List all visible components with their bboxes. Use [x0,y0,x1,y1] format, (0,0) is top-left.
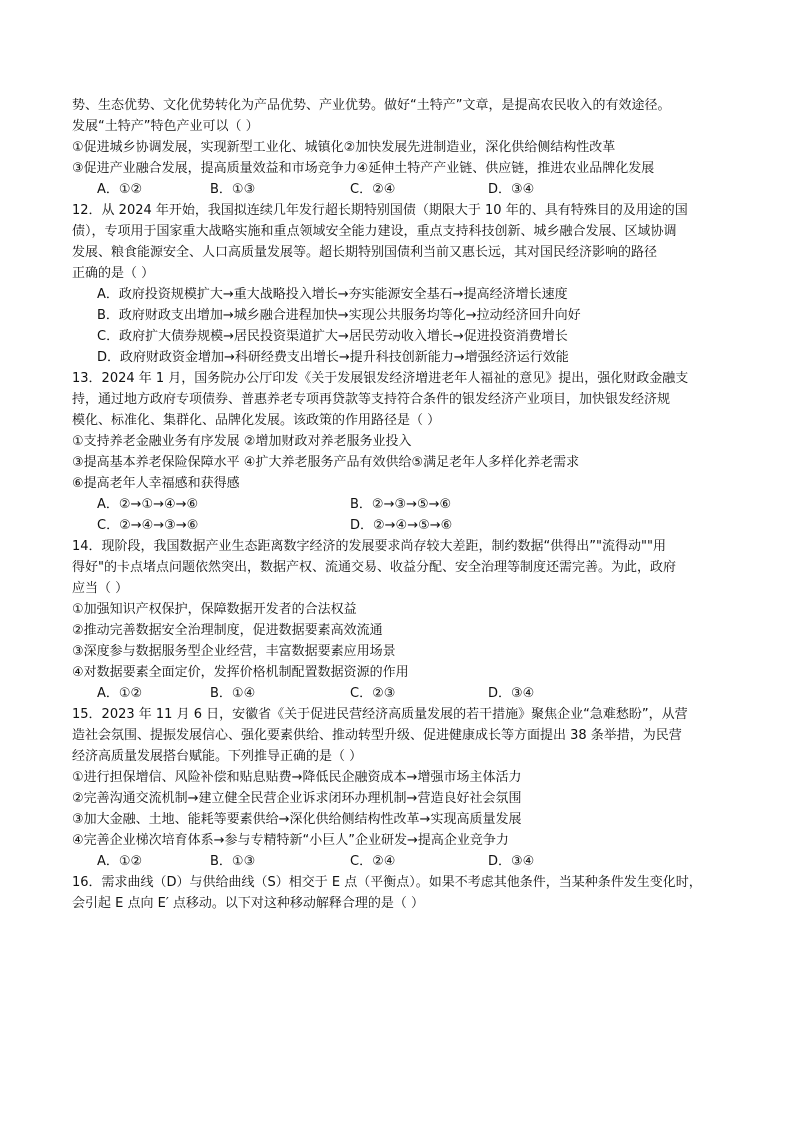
q14-option-a[interactable]: A．①② [97,686,143,701]
q15-statement-2: ②完善沟通交流机制→建立健全民营企业诉求闭环办理机制→营造良好社会氛围 [72,791,522,806]
q11-option-b[interactable]: B．①③ [210,182,256,197]
q12-stem-line-1: 12．从 2024 年开始，我国拟连续几年发行超长期特别国债（期限大于 10 年的、具有特殊目的及用途的国 [72,203,688,218]
q15-option-c[interactable]: C．②④ [350,854,396,869]
q13-option-d[interactable]: D．②→④→⑤→⑥ [350,518,453,533]
q14-statement-3: ③深度参与数据服务型企业经营，丰富数据要素应用场景 [72,644,396,659]
q14-option-d[interactable]: D．③④ [488,686,535,701]
q13-statement-2: ③提高基本养老保险保障水平 ④扩大养老服务产品有效供给⑤满足老年人多样化养老需求 [72,455,580,470]
q15-stem-line-2: 造社会氛围、提振发展信心、强化要素供给、推动转型升级、促进健康成长等方面提出 38 条举措，为民营 [72,728,682,743]
q11-stem-line-2: 发展“土特产”特色产业可以（ ） [72,119,259,134]
q13-option-c[interactable]: C．②→④→③→⑥ [97,518,199,533]
q13-stem-line-2: 持，通过地方政府专项债券、普惠养老专项再贷款等支持符合条件的银发经济产业项目，加快银发经济规 [72,392,671,407]
q16-stem-line-2: 会引起 E 点向 E′ 点移动。以下对这种移动解释合理的是（ ） [72,896,425,911]
q15-option-b[interactable]: B．①③ [210,854,256,869]
q12-option-d[interactable]: D．政府财政资金增加→科研经费支出增长→提升科技创新能力→增强经济运行效能 [97,350,569,365]
q14-option-b[interactable]: B．①④ [210,686,256,701]
q13-stem-line-3: 模化、标准化、集群化、品牌化发展。该政策的作用路径是（ ） [72,413,441,428]
q15-stem-line-1: 15．2023 年 11 月 6 日，安徽省《关于促进民营经济高质量发展的若干措施》聚焦企业“急难愁盼”，从营 [72,707,688,722]
q13-option-a[interactable]: A．②→①→④→⑥ [97,497,199,512]
q15-stem-line-3: 经济高质量发展搭台赋能。下列推导正确的是（ ） [72,749,363,764]
q12-option-b[interactable]: B．政府财政支出增加→城乡融合进程加快→实现公共服务均等化→拉动经济回升向好 [97,308,581,323]
q12-stem-line-2: 债），专项用于国家重大战略实施和重点领域安全能力建设，重点支持科技创新、城乡融合发展、区域协调 [72,224,677,239]
q14-statement-4: ④对数据要素全面定价，发挥价格机制配置数据资源的作用 [72,665,409,680]
q13-stem-line-1: 13．2024 年 1 月，国务院办公厅印发《关于发展银发经济增进老年人福祉的意见》提出，强化财政金融支 [72,371,689,386]
q14-stem-line-1: 14．现阶段，我国数据产业生态距离数字经济的发展要求尚存较大差距，制约数据“供得出”"流得动""用 [72,539,666,554]
q14-stem-line-2: 得好"的卡点堵点问题依然突出，数据产权、流通交易、收益分配、安全治理等制度还需完善。为此，政府 [72,560,676,575]
q15-statement-3: ③加大金融、土地、能耗等要素供给→深化供给侧结构性改革→实现高质量发展 [72,812,522,827]
q14-statement-1: ①加强知识产权保护，保障数据开发者的合法权益 [72,602,357,617]
q13-statement-3: ⑥提高老年人幸福感和获得感 [72,476,240,491]
q12-stem-line-3: 发展、粮食能源安全、人口高质量发展等。超长期特别国债利当前又惠长远，其对国民经济影响的路径 [72,245,658,260]
q15-option-a[interactable]: A．①② [97,854,143,869]
q11-option-d[interactable]: D．③④ [488,182,535,197]
q14-stem-line-3: 应当（ ） [72,581,129,596]
q16-stem-line-1: 16．需求曲线（D）与供给曲线（S）相交于 E 点（平衡点）。如果不考虑其他条件，当某种条件发生变化时， [72,875,702,890]
q15-statement-4: ④完善企业梯次培育体系→参与专精特新“小巨人”企业研发→提高企业竞争力 [72,833,509,848]
q14-option-c[interactable]: C．②③ [350,686,396,701]
q11-statement-2: ③促进产业融合发展，提高质量效益和市场竞争力④延伸土特产产业链、供应链，推进农业品牌化发展 [72,161,655,176]
q11-option-c[interactable]: C．②④ [350,182,396,197]
q13-statement-1: ①支持养老金融业务有序发展 ②增加财政对养老服务业投入 [72,434,412,449]
q11-stem-line-1: 势、生态优势、文化优势转化为产品优势、产业优势。做好“土特产”文章，是提高农民收入的有效途径。 [72,98,671,113]
q12-option-a[interactable]: A．政府投资规模扩大→重大战略投入增长→夯实能源安全基石→提高经济增长速度 [97,287,568,302]
q15-statement-1: ①进行担保增信、风险补偿和贴息贴费→降低民企融资成本→增强市场主体活力 [72,770,522,785]
q13-option-b[interactable]: B．②→③→⑤→⑥ [350,497,452,512]
q12-option-c[interactable]: C．政府扩大债券规模→居民投资渠道扩大→居民劳动收入增长→促进投资消费增长 [97,329,568,344]
q12-stem-line-4: 正确的是（ ） [72,266,155,281]
q15-option-d[interactable]: D．③④ [488,854,535,869]
q11-option-a[interactable]: A．①② [97,182,143,197]
q11-statement-1: ①促进城乡协调发展，实现新型工业化、城镇化②加快发展先进制造业，深化供给侧结构性改革 [72,140,616,155]
q14-statement-2: ②推动完善数据安全治理制度，促进数据要素高效流通 [72,623,383,638]
